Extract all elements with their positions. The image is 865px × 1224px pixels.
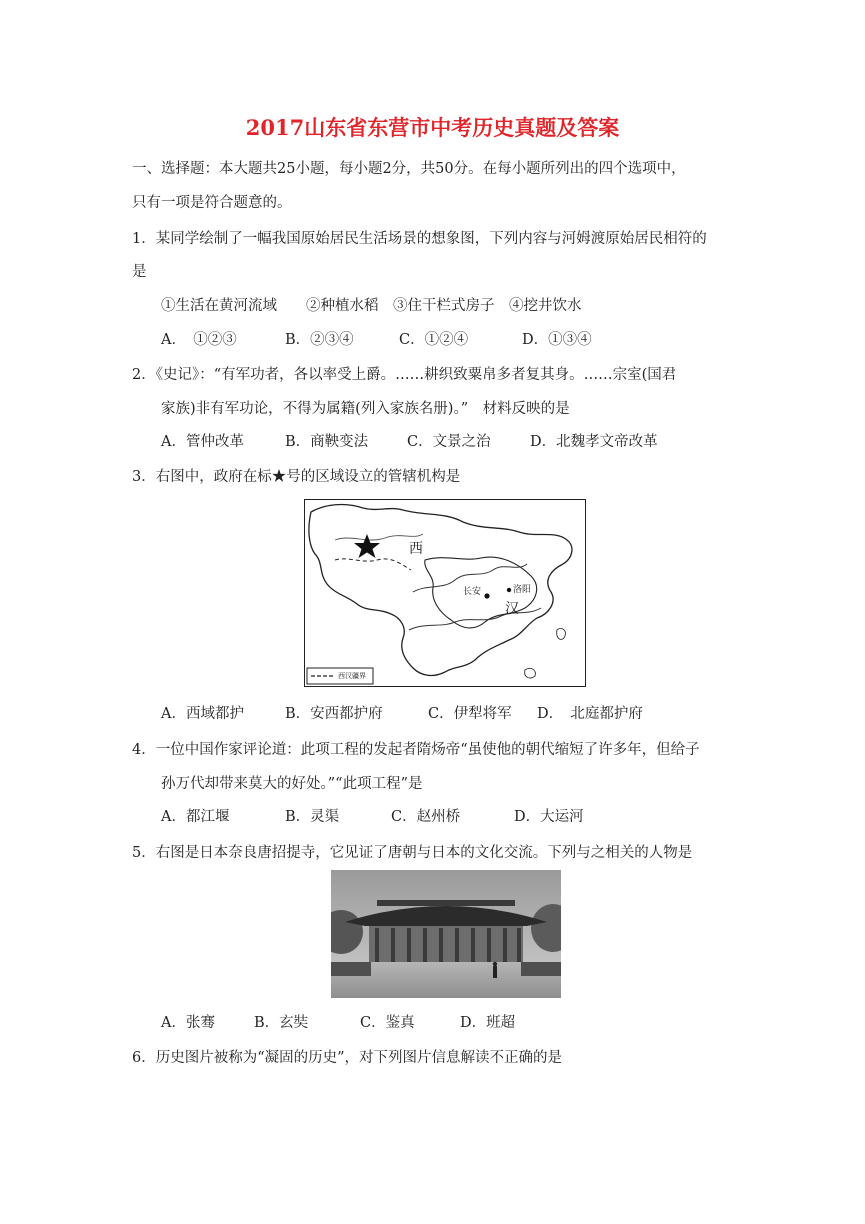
q5-option-d: D．班超 [460,1015,516,1031]
map-label-luoyang: 洛阳 [513,585,532,595]
intro-line-1: 一、选择题：本大题共25小题，每小题2分，共50分。在每小题所列出的四个选项中， [132,161,686,177]
western-han-map [304,499,586,687]
q4-option-b: B．灵渠 [285,809,340,825]
q3-option-c: C．伊犁将军 [428,706,512,722]
map-label-xi: 西 [409,541,423,557]
q5-stem: 5．右图是日本奈良唐招提寺，它见证了唐朝与日本的文化交流。下列与之相关的人物是 [132,845,693,861]
map-drawing [305,500,587,688]
map-label-changan: 长安 [463,587,482,597]
q2-stem-line-2: 家族)非有军功论，不得为属籍(列入家族名册)。” 材料反映的是 [161,401,570,417]
temple-image [331,870,561,998]
q2-option-b: B．商鞅变法 [285,434,369,450]
q2-stem-line-1: 2．《史记》：“有军功者，各以率受上爵。……耕织致粟帛多者复其身。……宗室(国君 [132,367,677,383]
page-title: 2017山东省东营市中考历史真题及答案 [245,115,620,140]
map-legend-text: 西汉疆界 [338,672,366,680]
q3-option-a: A．西域都护 [161,706,244,722]
q2-option-a: A．管仲改革 [161,434,244,450]
q1-option-b: B．②③④ [285,332,354,348]
map-label-han: 汉 [505,601,519,617]
q4-stem-line-2: 孙万代却带来莫大的好处。”“此项工程”是 [161,776,423,792]
toshodaiji-temple-photo [331,870,561,998]
q1-stem-line-2: 是 [132,264,147,280]
q2-option-d: D．北魏孝文帝改革 [530,434,658,450]
q4-option-a: A．都江堰 [161,809,230,825]
q1-option-d: D．①③④ [522,332,592,348]
q1-items: ①生活在黄河流域 ②种植水稻 ③住干栏式房子 ④挖井饮水 [161,298,582,314]
q2-option-c: C．文景之治 [407,434,491,450]
q1-option-c: C．①②④ [399,332,469,348]
q1-option-a: A． ①②③ [161,332,237,348]
q6-stem: 6．历史图片被称为“凝固的历史”，对下列图片信息解读不正确的是 [132,1050,563,1066]
intro-line-2: 只有一项是符合题意的。 [132,195,292,211]
q4-stem-line-1: 4．一位中国作家评论道：此项工程的发起者隋炀帝“虽使他的朝代缩短了许多年，但给子 [132,742,700,758]
q3-option-b: B．安西都护府 [285,706,383,722]
q5-option-a: A．张骞 [161,1015,215,1031]
q5-option-c: C．鉴真 [360,1015,415,1031]
q3-stem: 3．右图中，政府在标★号的区域设立的管辖机构是 [132,469,461,485]
q4-option-c: C．赵州桥 [391,809,461,825]
q3-option-d: D． 北庭都护府 [537,706,643,722]
q5-option-b: B．玄奘 [254,1015,309,1031]
q4-option-d: D．大运河 [514,809,584,825]
q1-stem-line-1: 1．某同学绘制了一幅我国原始居民生活场景的想象图，下列内容与河姆渡原始居民相符的 [132,231,707,247]
